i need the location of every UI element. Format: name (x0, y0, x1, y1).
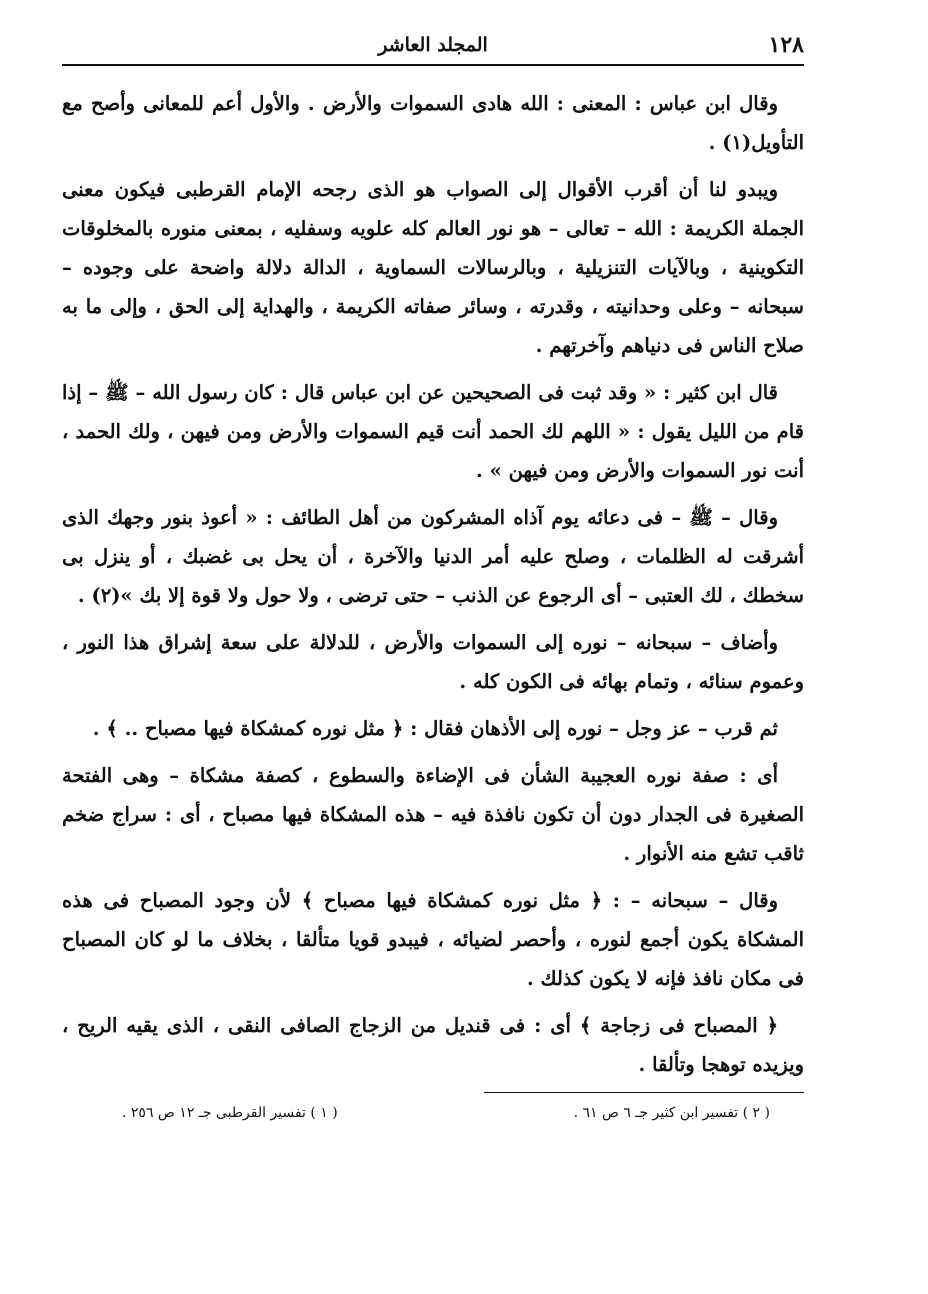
footnote-1: ( ١ ) تفسير القرطبى جـ ١٢ ص ٢٥٦ . (122, 1105, 338, 1121)
paragraph: وأضاف – سبحانه – نوره إلى السموات والأرض ، للدلالة على سعة إشراق هذا النور ، وعموم سنائه ، وتمام بهائه فى الكون كله . (62, 631, 804, 693)
paragraph: ثم قرب – عز وجل – نوره إلى الأذهان فقال : ﴿ مثل نوره كمشكاة فيها مصباح .. ﴾ . (92, 717, 778, 740)
footnotes (62, 1101, 804, 1131)
paragraph: أى : صفة نوره العجيبة الشأن فى الإضاءة والسطوع ، كصفة مشكاة – وهى الفتحة الصغيرة فى الجدار دون أن تكون نافذة فيه – هذه المشكاة فيها مصباح ، أى : سراج ضخم ثاقب تشع منه الأنوار . (62, 764, 804, 865)
paragraph: ويبدو لنا أن أقرب الأقوال إلى الصواب هو الذى رجحه الإمام القرطبى فيكون معنى الجملة الكريمة : الله – تعالى – هو نور العالم كله علويه وسفليه ، بمعنى منوره بالمخلوقات التكوينية ، وبالآيات التنزيلية ، وبالرسالات السماوية ، الدالة دلالة واضحة على وجوده – سبحانه – وعلى وحدانيته ، وقدرته ، وسائر صفاته الكريمة ، والهداية إلى الحق ، وإلى ما به صلاح الناس فى دنياهم وآخرتهم . (62, 178, 804, 357)
paragraph: قال ابن كثير : « وقد ثبت فى الصحيحين عن ابن عباس قال : كان رسول الله – ﷺ – إذا قام من الليل يقول : « اللهم لك الحمد أنت قيم السموات والأرض ومن فيهن ، ولك الحمد ، أنت نور السموات والأرض ومن فيهن » . (62, 381, 804, 482)
running-title: المجلد العاشر (378, 34, 488, 56)
book-page (62, 28, 804, 1131)
footnote-2: ( ٢ ) تفسير ابن كثير جـ ٦ ص ٦١ . (573, 1105, 770, 1121)
paragraph: وقال – سبحانه – : ﴿ مثل نوره كمشكاة فيها مصباح ﴾ لأن وجود المصباح فى هذه المشكاة يكون أجمع لنوره ، وأحصر لضيائه ، فيبدو قويا متألقا ، بخلاف ما لو كان المصباح فى مكان نافذ فإنه لا يكون كذلك . (62, 889, 804, 990)
paragraph: ﴿ المصباح فى زجاجة ﴾ أى : فى قنديل من الزجاج الصافى النقى ، الذى يقيه الريح ، ويزيده توهجا وتألقا . (62, 1014, 804, 1076)
page-header (62, 28, 804, 66)
page-body (62, 84, 804, 1084)
page-number: ١٢٨ (768, 32, 804, 58)
footnote-divider (484, 1092, 804, 1093)
paragraph: وقال – ﷺ – فى دعائه يوم آذاه المشركون من أهل الطائف : « أعوذ بنور وجهك الذى أشرقت له الظلمات ، وصلح عليه أمر الدنيا والآخرة ، أن يحل بى غضبك ، أو ينزل بى سخطك ، لك العتبى – أى الرجوع عن الذنب – حتى ترضى ، ولا حول ولا قوة إلا بك »(٢) . (62, 506, 804, 607)
paragraph: وقال ابن عباس : المعنى : الله هادى السموات والأرض . والأول أعم للمعانى وأصح مع التأويل(١) . (62, 92, 804, 154)
